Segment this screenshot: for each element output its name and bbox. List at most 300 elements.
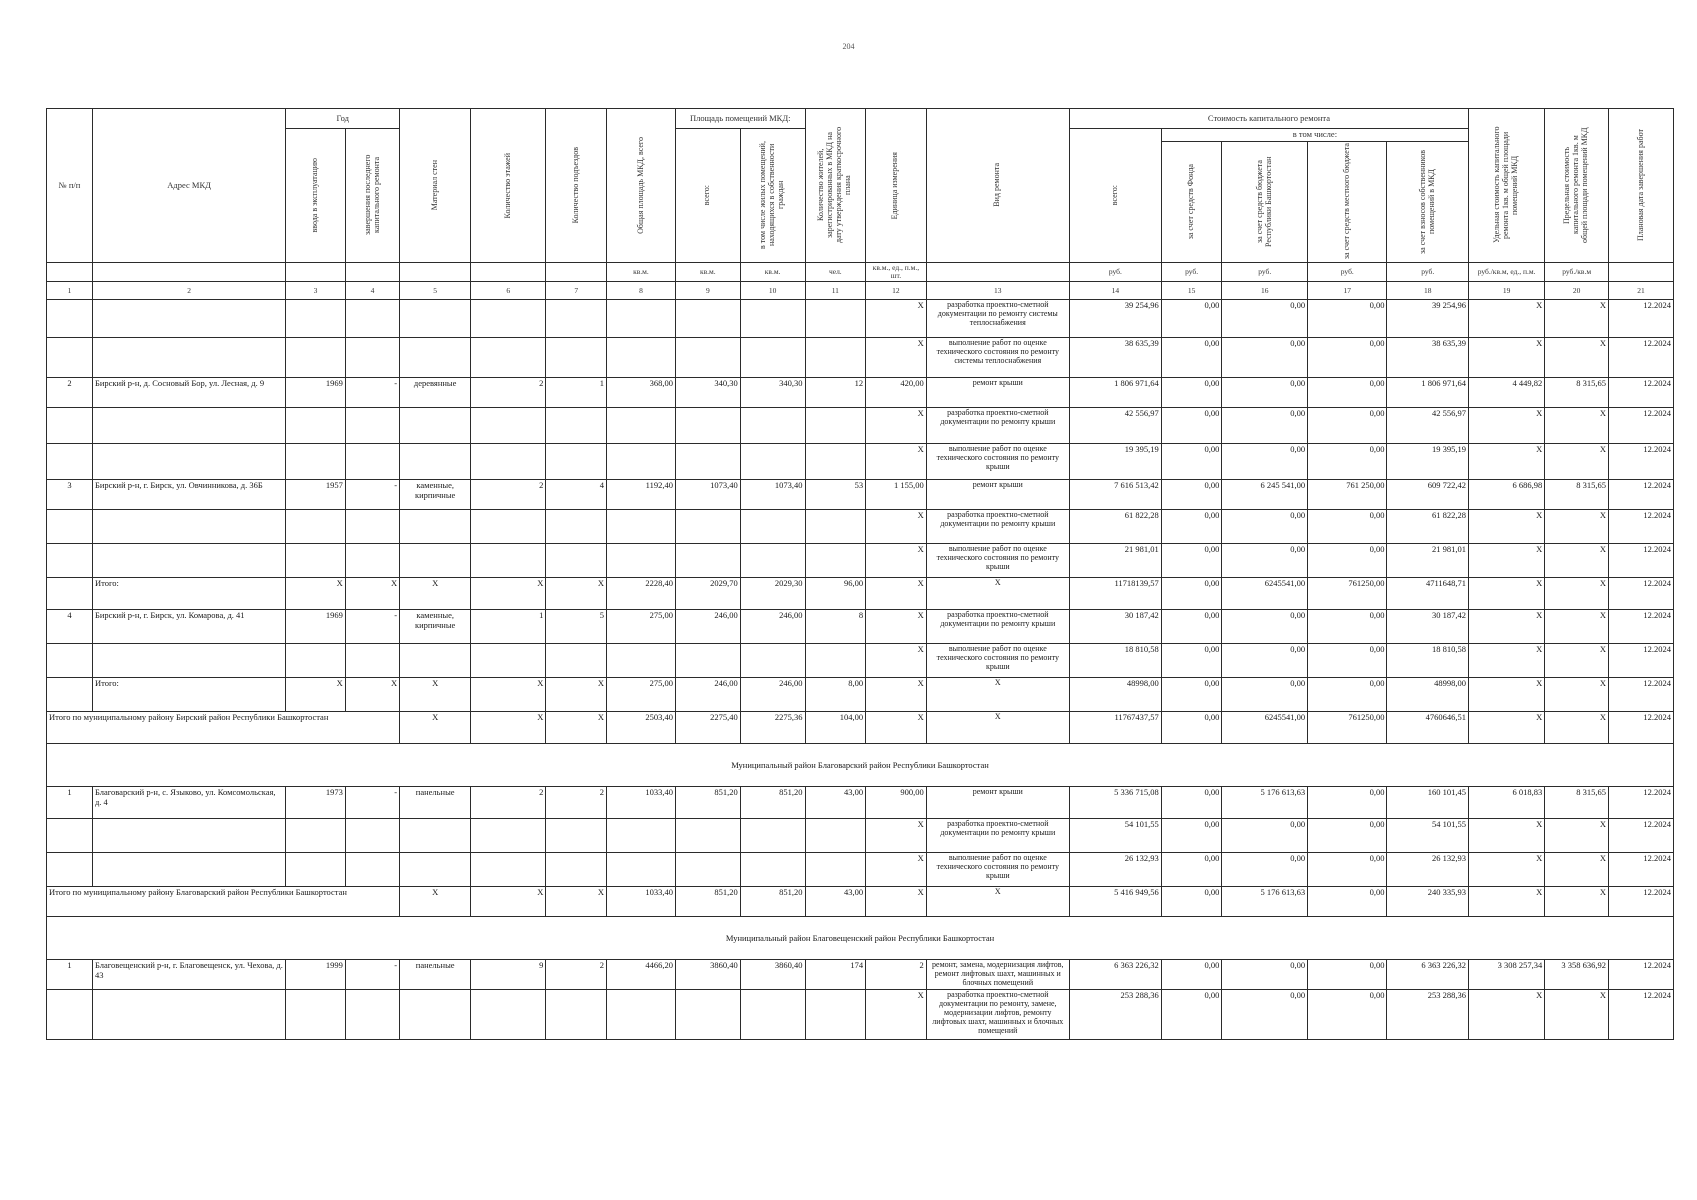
limit-cost-cell: X — [1545, 678, 1609, 712]
wall-material-cell — [400, 444, 471, 480]
floors-cell: X — [471, 712, 546, 744]
premises-owned-cell: 851,20 — [740, 787, 805, 819]
cost-fund-cell: 0,00 — [1161, 787, 1222, 819]
cost-region-cell: 0,00 — [1222, 544, 1308, 578]
limit-cost-cell: X — [1545, 408, 1609, 444]
header-premises-group: Площадь помещений МКД: — [675, 109, 805, 129]
column-number-8: 8 — [607, 282, 676, 300]
cost-local-cell: 0,00 — [1308, 300, 1387, 338]
residents-cell: 12 — [805, 378, 866, 408]
floors-cell: 1 — [471, 610, 546, 644]
column-number-13: 13 — [926, 282, 1069, 300]
address-cell: Благоварский р-н, с. Языково, ул. Комсомольская, д. 4 — [92, 787, 285, 819]
residents-cell — [805, 819, 866, 853]
specific-cost-cell: 6 018,83 — [1469, 787, 1545, 819]
limit-cost-cell: X — [1545, 578, 1609, 610]
cost-owners-cell: 30 187,42 — [1387, 610, 1469, 644]
limit-cost-cell: X — [1545, 990, 1609, 1040]
total-area-cell — [607, 853, 676, 887]
premises-owned-cell — [740, 444, 805, 480]
district-title: Муниципальный район Благовещенский район Республики Башкортостан — [47, 917, 1674, 960]
header-total-area: Общая площадь МКД, всего — [607, 109, 676, 263]
premises-total-cell — [675, 300, 740, 338]
cost-fund-cell: 0,00 — [1161, 378, 1222, 408]
column-number-7: 7 — [546, 282, 607, 300]
unit-value-cell: 900,00 — [866, 787, 927, 819]
work-type-cell: X — [926, 678, 1069, 712]
column-number-15: 15 — [1161, 282, 1222, 300]
cost-fund-cell: 0,00 — [1161, 300, 1222, 338]
subtotal-row — [47, 578, 1674, 610]
row-number — [47, 544, 93, 578]
unit-value-cell: 420,00 — [866, 378, 927, 408]
wall-material-cell — [400, 338, 471, 378]
limit-cost-cell: X — [1545, 712, 1609, 744]
row-number: 1 — [47, 787, 93, 819]
row-number — [47, 853, 93, 887]
capital-repair-register-table — [46, 108, 1674, 1040]
work-row — [47, 408, 1674, 444]
cost-region-cell: 5 176 613,63 — [1222, 887, 1308, 917]
residents-cell: 43,00 — [805, 887, 866, 917]
cost-local-cell: 0,00 — [1308, 378, 1387, 408]
year-last-repair-cell: - — [345, 787, 399, 819]
cost-fund-cell: 0,00 — [1161, 544, 1222, 578]
residents-cell — [805, 510, 866, 544]
limit-cost-cell: 3 358 636,92 — [1545, 960, 1609, 990]
total-area-cell: 4466,20 — [607, 960, 676, 990]
header-including: в том числе: — [1161, 129, 1468, 142]
cost-fund-cell: 0,00 — [1161, 644, 1222, 678]
unit-cell-3 — [286, 262, 346, 282]
cost-local-cell: 0,00 — [1308, 853, 1387, 887]
premises-owned-cell: 1073,40 — [740, 480, 805, 510]
floors-cell — [471, 300, 546, 338]
header-residents: Количество жителей, зарегистрированных в МКД на дату утверждения краткосрочного плана — [805, 109, 866, 263]
premises-owned-cell: 246,00 — [740, 610, 805, 644]
specific-cost-cell: X — [1469, 887, 1545, 917]
year-commissioning-cell — [286, 510, 346, 544]
row-number — [47, 338, 93, 378]
year-last-repair-cell — [345, 300, 399, 338]
cost-owners-cell: 26 132,93 — [1387, 853, 1469, 887]
unit-cell-5 — [400, 262, 471, 282]
address-cell: Благовещенский р-н, г. Благовещенск, ул. Чехова, д. 43 — [92, 960, 285, 990]
cost-total-cell: 61 822,28 — [1069, 510, 1161, 544]
column-number-11: 11 — [805, 282, 866, 300]
wall-material-cell — [400, 853, 471, 887]
cost-total-cell: 6 363 226,32 — [1069, 960, 1161, 990]
house-row — [47, 378, 1674, 408]
header-cost-fund: за счет средств Фонда — [1161, 141, 1222, 262]
cost-fund-cell: 0,00 — [1161, 510, 1222, 544]
cost-owners-cell: 39 254,96 — [1387, 300, 1469, 338]
floors-cell: 2 — [471, 378, 546, 408]
work-row — [47, 644, 1674, 678]
header-year-group: Год — [286, 109, 400, 129]
premises-owned-cell: 3860,40 — [740, 960, 805, 990]
wall-material-cell — [400, 644, 471, 678]
cost-owners-cell: 18 810,58 — [1387, 644, 1469, 678]
column-number-20: 20 — [1545, 282, 1609, 300]
summary-label: Итого по муниципальному району Бирский район Республики Башкортостан — [47, 712, 400, 744]
column-number-12: 12 — [866, 282, 927, 300]
wall-material-cell: деревянные — [400, 378, 471, 408]
cost-owners-cell: 4760646,51 — [1387, 712, 1469, 744]
premises-owned-cell — [740, 544, 805, 578]
cost-region-cell: 0,00 — [1222, 300, 1308, 338]
floors-cell — [471, 544, 546, 578]
wall-material-cell: панельные — [400, 787, 471, 819]
unit-value-cell: X — [866, 610, 927, 644]
unit-cell-11: чел. — [805, 262, 866, 282]
premises-total-cell — [675, 644, 740, 678]
year-last-repair-cell — [345, 644, 399, 678]
premises-total-cell — [675, 853, 740, 887]
unit-value-cell: 1 155,00 — [866, 480, 927, 510]
header-specific-cost: Удельная стоимость капитального ремонта 1кв. м общей площади помещений МКД — [1469, 109, 1545, 263]
unit-value-cell: X — [866, 887, 927, 917]
row-number — [47, 408, 93, 444]
column-number-19: 19 — [1469, 282, 1545, 300]
unit-value-cell: 2 — [866, 960, 927, 990]
entrances-cell — [546, 990, 607, 1040]
work-row — [47, 444, 1674, 480]
cost-owners-cell: 42 556,97 — [1387, 408, 1469, 444]
unit-cell-9: кв.м. — [675, 262, 740, 282]
total-area-cell: 1192,40 — [607, 480, 676, 510]
work-type-cell: ремонт крыши — [926, 480, 1069, 510]
header-cost-group: Стоимость капитального ремонта — [1069, 109, 1468, 129]
residents-cell: 43,00 — [805, 787, 866, 819]
entrances-cell: 5 — [546, 610, 607, 644]
work-type-cell: выполнение работ по оценке технического состояния по ремонту крыши — [926, 853, 1069, 887]
cost-owners-cell: 609 722,42 — [1387, 480, 1469, 510]
cost-total-cell: 26 132,93 — [1069, 853, 1161, 887]
cost-owners-cell: 4711648,71 — [1387, 578, 1469, 610]
limit-cost-cell: X — [1545, 510, 1609, 544]
limit-cost-cell: X — [1545, 300, 1609, 338]
cost-fund-cell: 0,00 — [1161, 408, 1222, 444]
cost-fund-cell: 0,00 — [1161, 990, 1222, 1040]
end-date-cell: 12.2024 — [1609, 887, 1674, 917]
column-number-9: 9 — [675, 282, 740, 300]
premises-owned-cell: 2275,36 — [740, 712, 805, 744]
cost-region-cell: 0,00 — [1222, 444, 1308, 480]
cost-owners-cell: 38 635,39 — [1387, 338, 1469, 378]
unit-value-cell: X — [866, 578, 927, 610]
address-cell — [92, 408, 285, 444]
work-type-cell: разработка проектно-сметной документации по ремонту крыши — [926, 408, 1069, 444]
entrances-cell: X — [546, 678, 607, 712]
total-area-cell: 1033,40 — [607, 787, 676, 819]
column-number-6: 6 — [471, 282, 546, 300]
work-row — [47, 338, 1674, 378]
end-date-cell: 12.2024 — [1609, 819, 1674, 853]
residents-cell — [805, 338, 866, 378]
specific-cost-cell: X — [1469, 510, 1545, 544]
end-date-cell: 12.2024 — [1609, 578, 1674, 610]
total-area-cell: 2503,40 — [607, 712, 676, 744]
address-cell — [92, 853, 285, 887]
premises-owned-cell — [740, 510, 805, 544]
wall-material-cell: X — [400, 578, 471, 610]
residents-cell: 53 — [805, 480, 866, 510]
premises-total-cell: 1073,40 — [675, 480, 740, 510]
house-row — [47, 610, 1674, 644]
year-commissioning-cell — [286, 300, 346, 338]
unit-cell-17: руб. — [1308, 262, 1387, 282]
row-number — [47, 990, 93, 1040]
residents-cell — [805, 544, 866, 578]
year-last-repair-cell — [345, 990, 399, 1040]
total-area-cell — [607, 990, 676, 1040]
row-number — [47, 300, 93, 338]
address-cell — [92, 544, 285, 578]
district-summary-row — [47, 887, 1674, 917]
cost-fund-cell: 0,00 — [1161, 819, 1222, 853]
cost-local-cell: 0,00 — [1308, 678, 1387, 712]
entrances-cell: X — [546, 887, 607, 917]
cost-region-cell: 6 245 541,00 — [1222, 480, 1308, 510]
cost-owners-cell: 240 335,93 — [1387, 887, 1469, 917]
column-number-17: 17 — [1308, 282, 1387, 300]
specific-cost-cell: X — [1469, 819, 1545, 853]
cost-local-cell: 0,00 — [1308, 444, 1387, 480]
row-number: 3 — [47, 480, 93, 510]
entrances-cell: X — [546, 712, 607, 744]
premises-total-cell — [675, 408, 740, 444]
limit-cost-cell: 8 315,65 — [1545, 378, 1609, 408]
entrances-cell — [546, 300, 607, 338]
premises-owned-cell: 246,00 — [740, 678, 805, 712]
column-number-18: 18 — [1387, 282, 1469, 300]
cost-total-cell: 42 556,97 — [1069, 408, 1161, 444]
cost-region-cell: 6245541,00 — [1222, 712, 1308, 744]
premises-total-cell: 851,20 — [675, 787, 740, 819]
cost-region-cell: 0,00 — [1222, 610, 1308, 644]
row-number — [47, 678, 93, 712]
house-row — [47, 960, 1674, 990]
address-cell: Итого: — [92, 578, 285, 610]
premises-total-cell — [675, 819, 740, 853]
header-address: Адрес МКД — [92, 109, 285, 263]
wall-material-cell: панельные — [400, 960, 471, 990]
year-commissioning-cell — [286, 853, 346, 887]
year-commissioning-cell: 1969 — [286, 610, 346, 644]
year-commissioning-cell: 1969 — [286, 378, 346, 408]
floors-cell: X — [471, 578, 546, 610]
limit-cost-cell: X — [1545, 444, 1609, 480]
cost-total-cell: 38 635,39 — [1069, 338, 1161, 378]
cost-fund-cell: 0,00 — [1161, 480, 1222, 510]
total-area-cell: 1033,40 — [607, 887, 676, 917]
subtotal-row — [47, 678, 1674, 712]
specific-cost-cell: X — [1469, 444, 1545, 480]
unit-cell-1 — [47, 262, 93, 282]
residents-cell: 104,00 — [805, 712, 866, 744]
work-type-cell: выполнение работ по оценке технического состояния по ремонту крыши — [926, 644, 1069, 678]
wall-material-cell: каменные, кирпичные — [400, 610, 471, 644]
total-area-cell: 275,00 — [607, 678, 676, 712]
cost-region-cell: 0,00 — [1222, 678, 1308, 712]
premises-owned-cell: 851,20 — [740, 887, 805, 917]
cost-local-cell: 0,00 — [1308, 510, 1387, 544]
cost-region-cell: 0,00 — [1222, 378, 1308, 408]
cost-local-cell: 0,00 — [1308, 960, 1387, 990]
address-cell: Бирский р-н, г. Бирск, ул. Комарова, д. 41 — [92, 610, 285, 644]
page-number: 204 — [842, 42, 855, 51]
limit-cost-cell: X — [1545, 644, 1609, 678]
wall-material-cell: X — [400, 712, 471, 744]
cost-local-cell: 0,00 — [1308, 610, 1387, 644]
cost-fund-cell: 0,00 — [1161, 678, 1222, 712]
address-cell — [92, 444, 285, 480]
cost-local-cell: 761 250,00 — [1308, 480, 1387, 510]
entrances-cell — [546, 408, 607, 444]
district-title: Муниципальный район Благоварский район Республики Башкортостан — [47, 744, 1674, 787]
unit-cell-20: руб./кв.м — [1545, 262, 1609, 282]
premises-total-cell: 340,30 — [675, 378, 740, 408]
premises-total-cell — [675, 338, 740, 378]
cost-region-cell: 0,00 — [1222, 408, 1308, 444]
year-commissioning-cell — [286, 819, 346, 853]
residents-cell: 96,00 — [805, 578, 866, 610]
limit-cost-cell: 8 315,65 — [1545, 787, 1609, 819]
cost-total-cell: 30 187,42 — [1069, 610, 1161, 644]
header-end-date: Плановая дата завершения работ — [1609, 109, 1674, 263]
cost-owners-cell: 6 363 226,32 — [1387, 960, 1469, 990]
cost-fund-cell: 0,00 — [1161, 960, 1222, 990]
header-premises-owned: в том числе жилых помещений, находящихся в собственности граждан — [740, 129, 805, 263]
end-date-cell: 12.2024 — [1609, 990, 1674, 1040]
cost-total-cell: 7 616 513,42 — [1069, 480, 1161, 510]
unit-cell-19: руб./кв.м, ед., п.м. — [1469, 262, 1545, 282]
work-type-cell: выполнение работ по оценке технического состояния по ремонту крыши — [926, 444, 1069, 480]
specific-cost-cell: X — [1469, 644, 1545, 678]
total-area-cell — [607, 338, 676, 378]
unit-cell-21 — [1609, 262, 1674, 282]
wall-material-cell: каменные, кирпичные — [400, 480, 471, 510]
unit-value-cell: X — [866, 712, 927, 744]
unit-value-cell: X — [866, 408, 927, 444]
cost-owners-cell: 253 288,36 — [1387, 990, 1469, 1040]
end-date-cell: 12.2024 — [1609, 408, 1674, 444]
floors-cell: X — [471, 887, 546, 917]
year-commissioning-cell: X — [286, 578, 346, 610]
address-cell — [92, 819, 285, 853]
district-summary-row — [47, 712, 1674, 744]
wall-material-cell — [400, 408, 471, 444]
work-type-cell: выполнение работ по оценке технического состояния по ремонту системы теплоснабжения — [926, 338, 1069, 378]
specific-cost-cell: X — [1469, 990, 1545, 1040]
residents-cell — [805, 990, 866, 1040]
cost-total-cell: 1 806 971,64 — [1069, 378, 1161, 408]
house-row — [47, 787, 1674, 819]
premises-total-cell: 246,00 — [675, 678, 740, 712]
limit-cost-cell: X — [1545, 544, 1609, 578]
premises-total-cell: 851,20 — [675, 887, 740, 917]
year-commissioning-cell — [286, 644, 346, 678]
cost-fund-cell: 0,00 — [1161, 853, 1222, 887]
end-date-cell: 12.2024 — [1609, 544, 1674, 578]
premises-owned-cell — [740, 300, 805, 338]
limit-cost-cell: X — [1545, 610, 1609, 644]
header-year-commissioning: ввода в эксплуатацию — [286, 129, 346, 263]
cost-fund-cell: 0,00 — [1161, 712, 1222, 744]
floors-cell: 2 — [471, 480, 546, 510]
work-type-cell: X — [926, 887, 1069, 917]
residents-cell — [805, 444, 866, 480]
header-unit: Единица измерения — [866, 109, 927, 263]
cost-total-cell: 5 336 715,08 — [1069, 787, 1161, 819]
year-last-repair-cell: - — [345, 610, 399, 644]
column-number-row — [47, 282, 1674, 300]
year-last-repair-cell: - — [345, 960, 399, 990]
specific-cost-cell: X — [1469, 712, 1545, 744]
cost-local-cell: 761250,00 — [1308, 578, 1387, 610]
year-last-repair-cell — [345, 338, 399, 378]
address-cell — [92, 644, 285, 678]
year-commissioning-cell — [286, 338, 346, 378]
work-type-cell: разработка проектно-сметной документации по ремонту системы теплоснабжения — [926, 300, 1069, 338]
cost-fund-cell: 0,00 — [1161, 338, 1222, 378]
entrances-cell: 2 — [546, 787, 607, 819]
address-cell — [92, 510, 285, 544]
header-floors: Количество этажей — [471, 109, 546, 263]
cost-total-cell: 19 395,19 — [1069, 444, 1161, 480]
limit-cost-cell: X — [1545, 338, 1609, 378]
specific-cost-cell: X — [1469, 578, 1545, 610]
header-cost-total: всего: — [1069, 129, 1161, 263]
summary-label: Итого по муниципальному району Благоварский район Республики Башкортостан — [47, 887, 400, 917]
year-commissioning-cell: 1973 — [286, 787, 346, 819]
unit-cell-12: кв.м., ед., п.м., шт. — [866, 262, 927, 282]
unit-value-cell: X — [866, 644, 927, 678]
cost-region-cell: 0,00 — [1222, 644, 1308, 678]
column-number-4: 4 — [345, 282, 399, 300]
premises-owned-cell — [740, 644, 805, 678]
residents-cell: 8,00 — [805, 678, 866, 712]
floors-cell — [471, 853, 546, 887]
year-last-repair-cell: - — [345, 480, 399, 510]
floors-cell — [471, 510, 546, 544]
premises-owned-cell — [740, 338, 805, 378]
entrances-cell: 4 — [546, 480, 607, 510]
specific-cost-cell: X — [1469, 300, 1545, 338]
year-commissioning-cell — [286, 408, 346, 444]
cost-fund-cell: 0,00 — [1161, 578, 1222, 610]
premises-total-cell: 2275,40 — [675, 712, 740, 744]
unit-value-cell: X — [866, 678, 927, 712]
entrances-cell — [546, 338, 607, 378]
work-type-cell: ремонт, замена, модернизация лифтов, ремонт лифтовых шахт, машинных и блочных помещений — [926, 960, 1069, 990]
work-type-cell: X — [926, 712, 1069, 744]
total-area-cell — [607, 510, 676, 544]
district-row — [47, 744, 1674, 787]
wall-material-cell — [400, 990, 471, 1040]
cost-total-cell: 11718139,57 — [1069, 578, 1161, 610]
cost-region-cell: 0,00 — [1222, 819, 1308, 853]
work-type-cell: ремонт крыши — [926, 787, 1069, 819]
specific-cost-cell: X — [1469, 853, 1545, 887]
residents-cell — [805, 300, 866, 338]
end-date-cell: 12.2024 — [1609, 960, 1674, 990]
floors-cell — [471, 819, 546, 853]
unit-value-cell: X — [866, 444, 927, 480]
entrances-cell — [546, 444, 607, 480]
floors-cell: 2 — [471, 787, 546, 819]
